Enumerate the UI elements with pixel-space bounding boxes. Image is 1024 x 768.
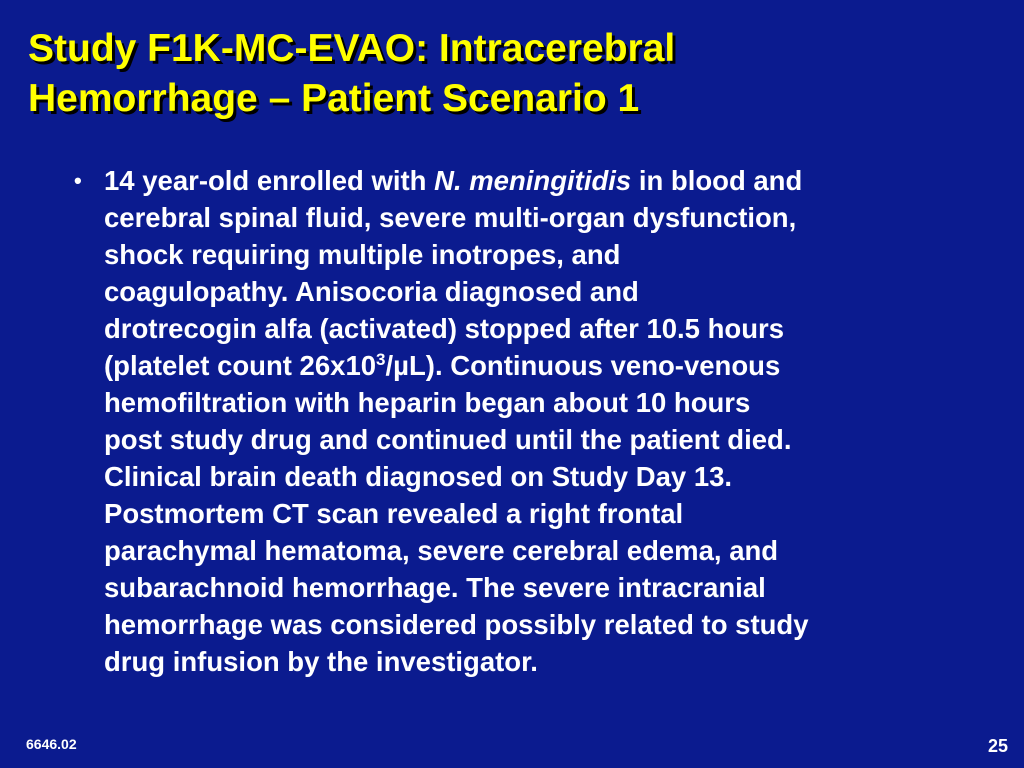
bullet-line-7: hemofiltration with heparin began about 10 hours xyxy=(104,387,751,418)
bullet-line-5: drotrecogin alfa (activated) stopped after 10.5 hours xyxy=(104,313,785,344)
bullet-line-13: hemorrhage was considered possibly related to study xyxy=(104,609,809,640)
bullet-line-8: post study drug and continued until the patient died. xyxy=(104,424,792,455)
bullet-line-1-start: 14 year-old enrolled with xyxy=(104,165,435,196)
slide-body xyxy=(74,162,994,680)
bullet-item xyxy=(74,162,994,680)
organism-name: N. meningitidis xyxy=(434,165,632,196)
bullet-marker: • xyxy=(74,168,82,193)
bullet-line-4: coagulopathy. Anisocoria diagnosed and xyxy=(104,276,639,307)
slide-title xyxy=(28,24,988,124)
page-number: 25 xyxy=(987,736,1008,756)
slide-title-line-2: Hemorrhage – Patient Scenario 1 xyxy=(28,77,640,120)
footer-document-code: 6646.02 xyxy=(26,736,77,752)
slide-title-line-1: Study F1K-MC-EVAO: Intracerebral xyxy=(28,27,676,70)
platelet-count-start: (platelet count 26x10 xyxy=(104,350,377,381)
bullet-line-12: subarachnoid hemorrhage. The severe intracranial xyxy=(104,572,766,603)
bullet-line-9: Clinical brain death diagnosed on Study Day 13. xyxy=(104,461,733,492)
platelet-count-end: /µL). Continuous veno-venous xyxy=(385,350,781,381)
exponent: 3 xyxy=(376,350,386,369)
bullet-line-6 xyxy=(104,347,809,384)
bullet-line-1-end: in blood and xyxy=(631,165,803,196)
bullet-line-14: drug infusion by the investigator. xyxy=(104,646,538,677)
bullet-line-11: parachymal hematoma, severe cerebral edema, and xyxy=(104,535,779,566)
bullet-line-1 xyxy=(104,162,809,199)
bullet-line-3: shock requiring multiple inotropes, and xyxy=(104,239,621,270)
bullet-text xyxy=(104,162,809,680)
bullet-line-10: Postmortem CT scan revealed a right frontal xyxy=(104,498,684,529)
bullet-line-2: cerebral spinal fluid, severe multi-organ dysfunction, xyxy=(104,202,797,233)
